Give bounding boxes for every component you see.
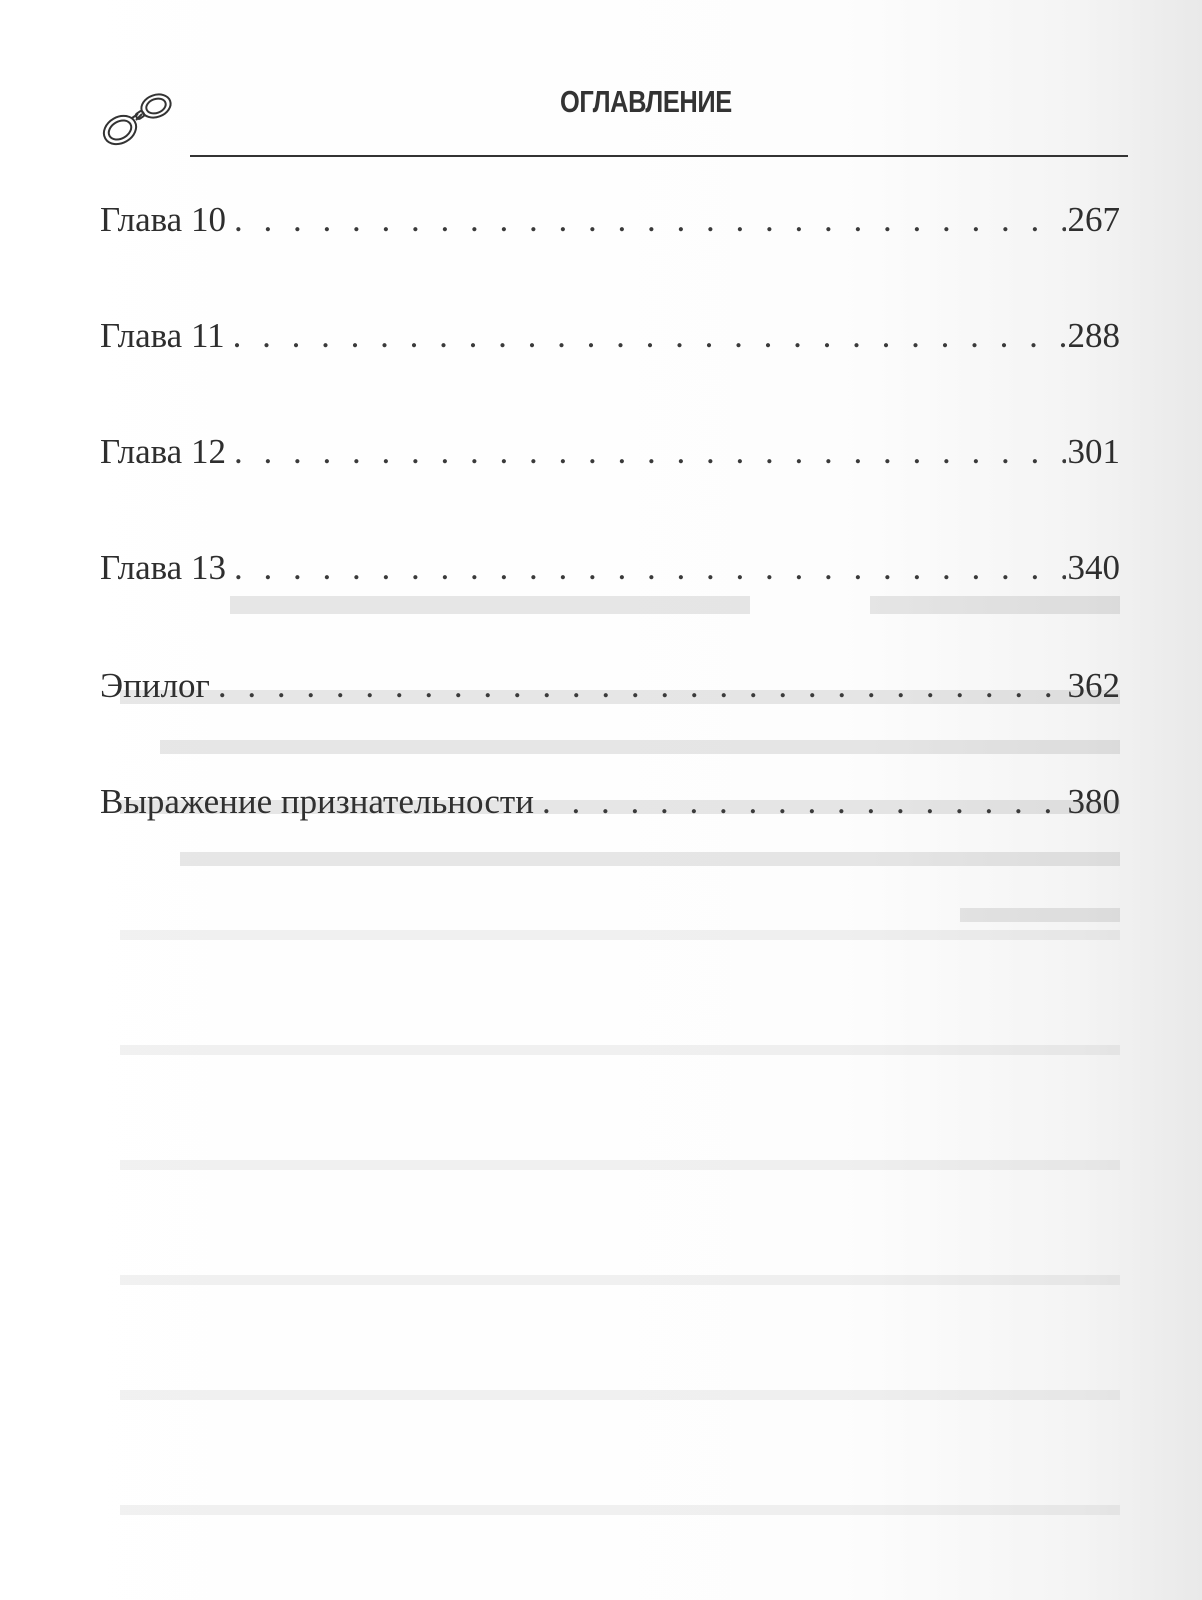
handcuffs-icon — [98, 84, 178, 150]
toc-entry-label: Глава 11 — [100, 316, 225, 355]
toc-entry — [100, 316, 1120, 366]
toc-entry-label: Глава 10 — [100, 200, 226, 239]
dot-leader — [233, 316, 1066, 356]
dot-leader — [234, 200, 1066, 240]
paper-bleed-through — [100, 590, 1120, 1590]
toc-entry — [100, 782, 1120, 832]
dot-leader — [542, 782, 1066, 822]
toc-entry-label: Глава 12 — [100, 432, 226, 471]
toc-entry — [100, 200, 1120, 250]
toc-entry-page: 288 — [1067, 316, 1120, 355]
toc-entry-page: 301 — [1067, 432, 1120, 471]
toc-entry — [100, 548, 1120, 598]
toc-entry-label: Выражение признательности — [100, 782, 534, 821]
toc-entry — [100, 432, 1120, 482]
toc-entry-page: 362 — [1067, 666, 1120, 705]
toc-entry-page: 380 — [1067, 782, 1120, 821]
toc-entry-page: 267 — [1067, 200, 1120, 239]
toc-entry-label: Эпилог — [100, 666, 210, 705]
toc-entry-label: Глава 13 — [100, 548, 226, 587]
page-title: ОГЛАВЛЕНИЕ — [560, 84, 732, 119]
dot-leader — [218, 666, 1066, 706]
toc-entry-page: 340 — [1067, 548, 1120, 587]
header-divider — [190, 155, 1128, 157]
dot-leader — [234, 432, 1066, 472]
toc-entry — [100, 666, 1120, 716]
dot-leader — [234, 548, 1066, 588]
